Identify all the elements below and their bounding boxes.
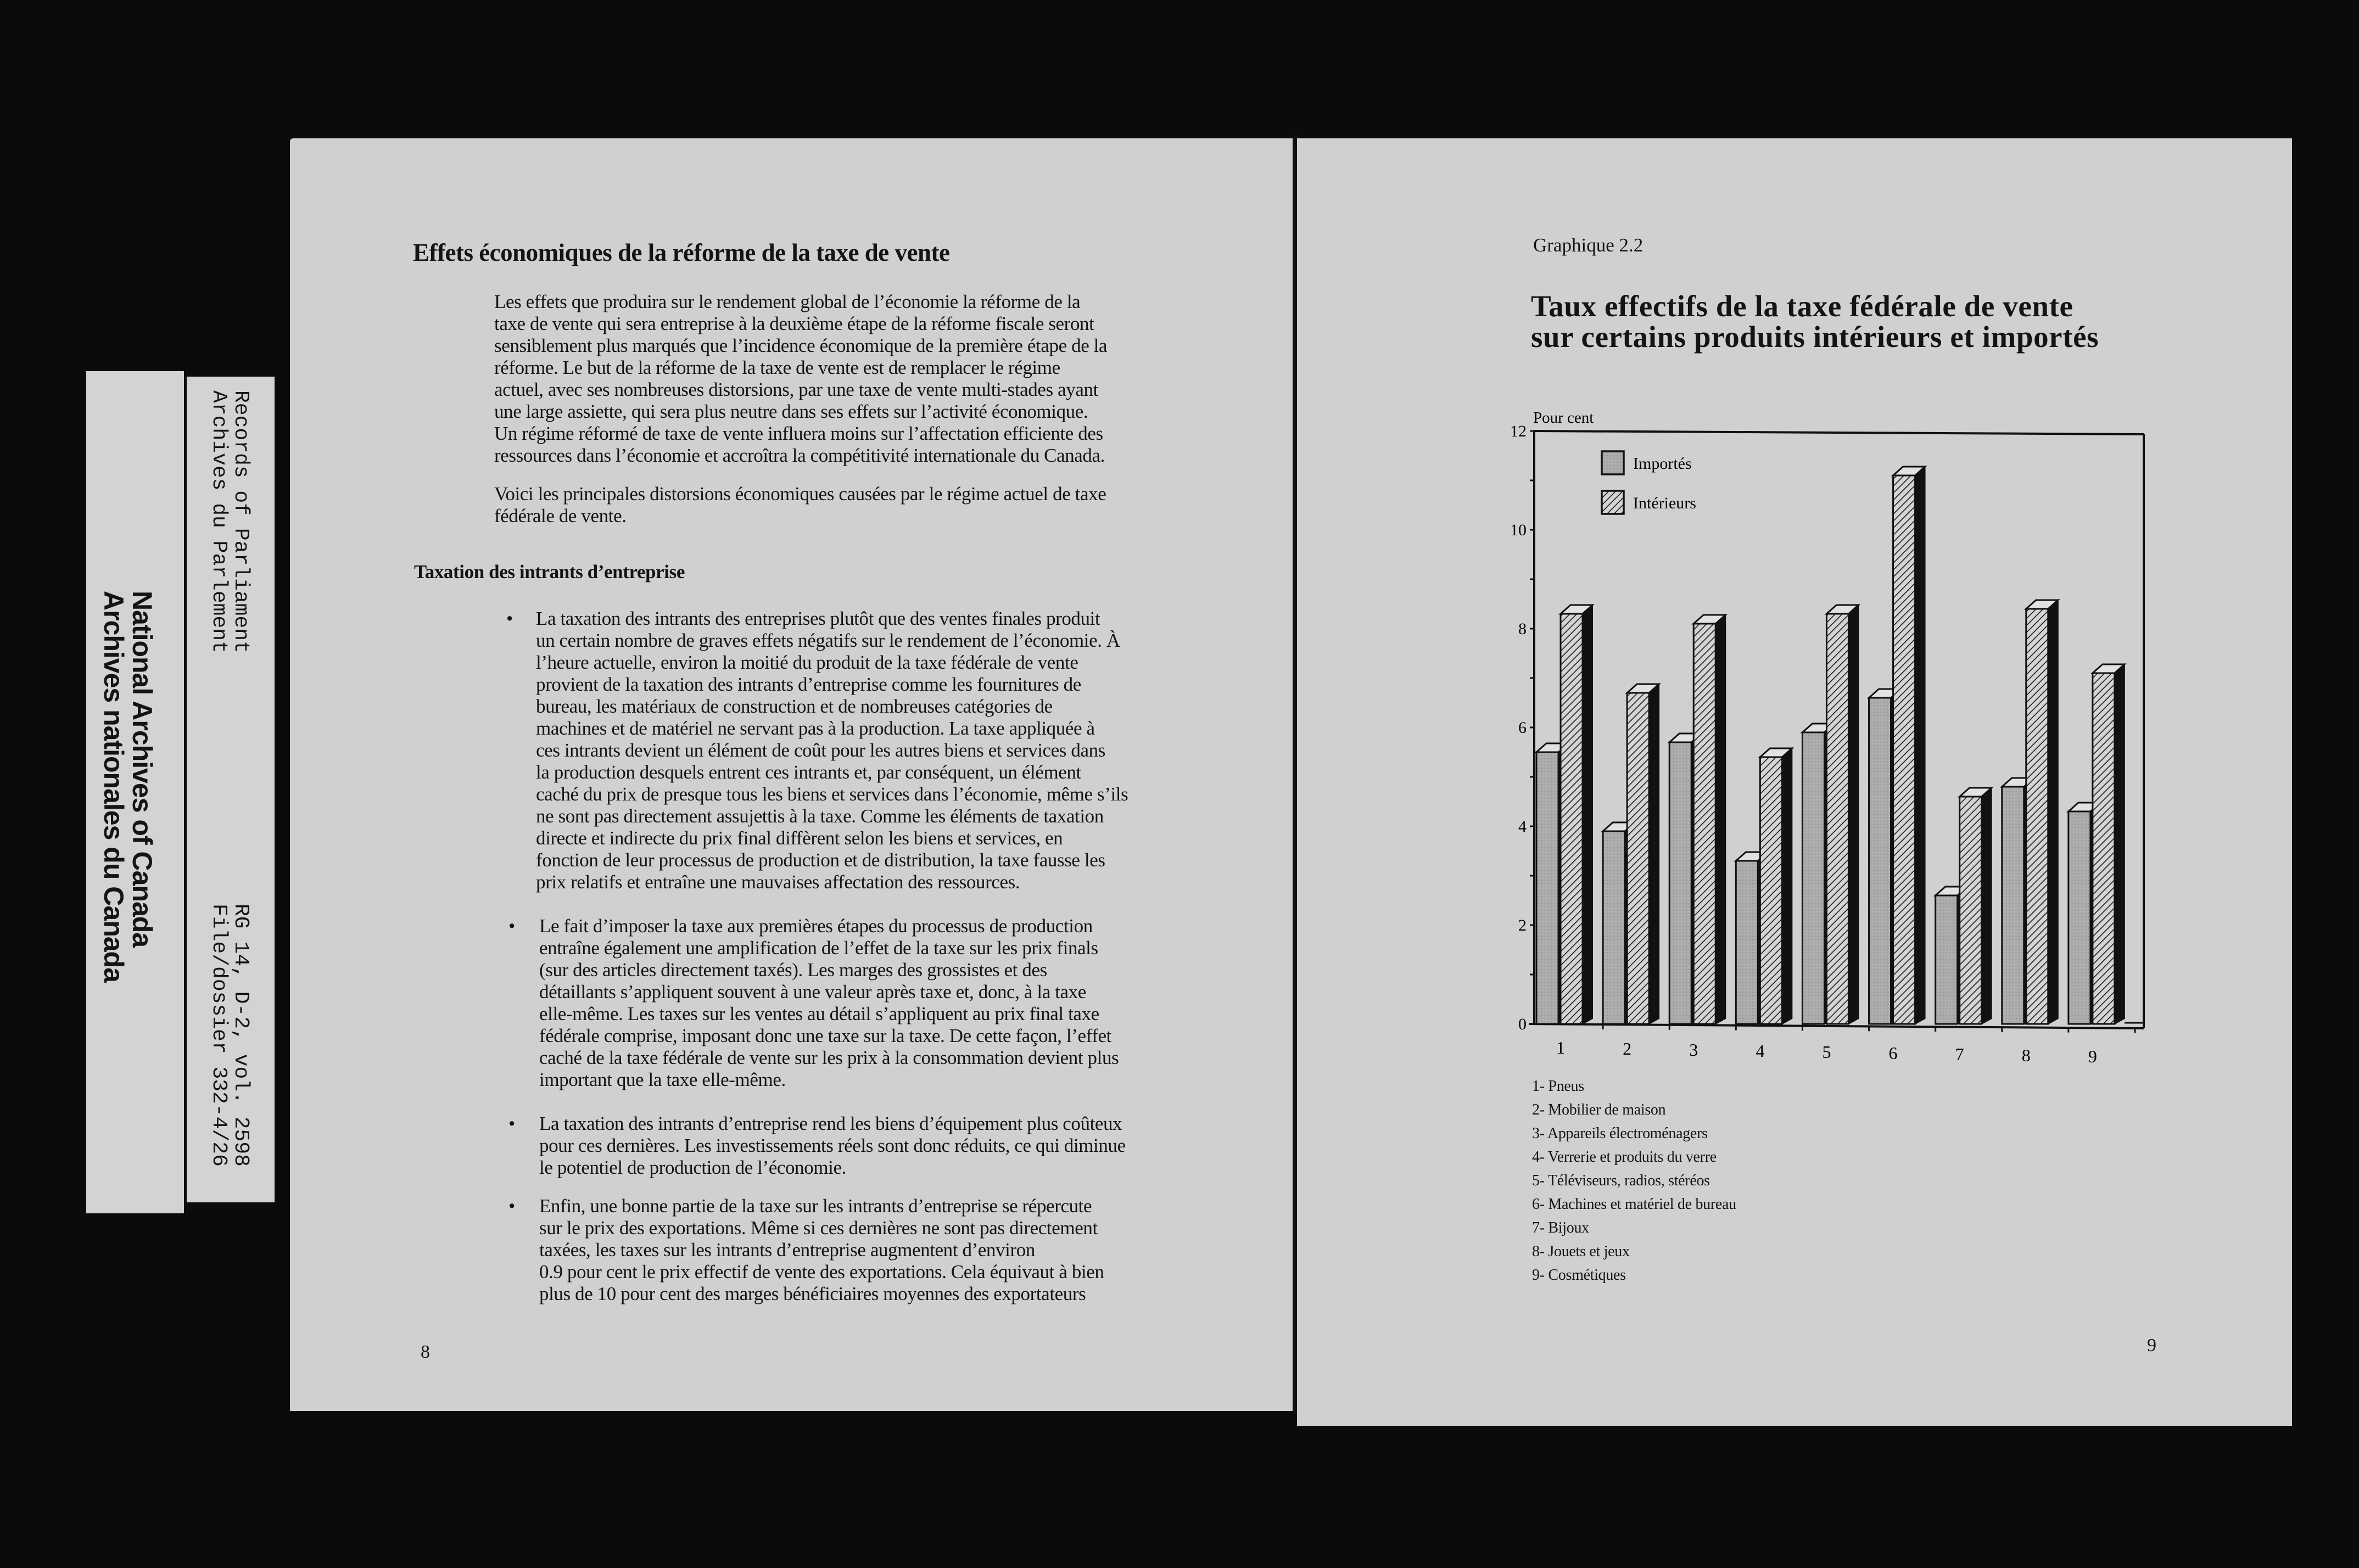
text-line: Voici les principales distorsions économiques causées par le régime actuel de taxe xyxy=(494,483,1106,505)
bar-front xyxy=(1893,475,1915,1024)
category-legend-list xyxy=(1532,1074,1736,1287)
bar-interieurs-8 xyxy=(2026,600,2058,1024)
text-line: La taxation des intrants des entreprises plutôt que des ventes finales produit xyxy=(536,608,1100,629)
text-line: sur le prix des exportations. Même si ces dernières ne sont pas directement xyxy=(539,1217,1098,1239)
reference-line-rg: RG 14, D-2, vol. 2598 xyxy=(229,904,253,1167)
bar-front xyxy=(1669,742,1691,1024)
page-number-left: 8 xyxy=(421,1342,430,1362)
text-line: réforme. Le but de la réforme de la taxe de vente est de remplacer le régime xyxy=(494,357,1060,378)
x-tick-label: 1 xyxy=(1556,1038,1565,1057)
text-line: Les effets que produira sur le rendement global de l’économie la réforme de la xyxy=(494,291,1081,312)
chart-legend xyxy=(1602,451,1696,514)
y-tick-label: 12 xyxy=(1510,422,1527,440)
bar-interieurs-9 xyxy=(2093,664,2125,1024)
bar-side xyxy=(2048,600,2058,1024)
bar-chart xyxy=(1297,138,2292,1426)
bar-side xyxy=(1649,684,1659,1024)
text-line: fonction de leur processus de production et de distribution, la taxe fausse les xyxy=(536,849,1105,871)
text-line: 8- Jouets et jeux xyxy=(1532,1243,1630,1260)
legend-swatch-interieurs xyxy=(1602,491,1624,514)
bar-front xyxy=(1826,614,1848,1024)
graph-label: Graphique 2.2 xyxy=(1533,234,1644,256)
bar-front xyxy=(1536,752,1558,1024)
text-line: ressources dans l’économie et accroîtra la compétitivité internationale du Canada. xyxy=(494,445,1105,466)
text-line: un certain nombre de graves effets négatifs sur le rendement de l’économie. À xyxy=(536,630,1120,651)
text-line: 9- Cosmétiques xyxy=(1532,1267,1626,1284)
y-tick-label: 8 xyxy=(1518,620,1527,638)
text-line: Un régime réformé de taxe de vente influera moins sur l’affectation efficiente des xyxy=(494,423,1103,444)
y-axis-label: Pour cent xyxy=(1533,409,1594,427)
bullet-icon: • xyxy=(506,608,513,629)
text-line: Enfin, une bonne partie de la taxe sur les intrants d’entreprise se répercute xyxy=(539,1195,1092,1217)
text-line: taxées, les taxes sur les intrants d’entreprise augmentent d’environ xyxy=(539,1239,1035,1261)
bar-front xyxy=(2093,673,2115,1024)
chart-title-line-1: Taux effectifs de la taxe fédérale de vente xyxy=(1531,289,2073,323)
book-gutter xyxy=(1293,135,1297,1414)
text-line: sensiblement plus marqués que l’incidence économique de la première étape de la xyxy=(494,335,1108,356)
x-tick-label: 4 xyxy=(1756,1041,1765,1061)
legend-label: Intérieurs xyxy=(1633,494,1696,512)
archive-institution-line-en: National Archives of Canada xyxy=(127,591,158,948)
bar-interieurs-1 xyxy=(1561,605,1592,1024)
y-ticks xyxy=(1510,422,1534,1033)
bar-front xyxy=(1760,757,1782,1024)
reference-line-file: File/dossier 332-4/26 xyxy=(207,904,231,1167)
text-line: Le fait d’imposer la taxe aux premières étapes du processus de production xyxy=(539,915,1093,937)
text-line: 1- Pneus xyxy=(1532,1078,1584,1095)
bar-front xyxy=(2026,609,2048,1024)
bar-side xyxy=(1915,467,1925,1024)
bar-side xyxy=(1715,615,1725,1024)
text-line: une large assiette, qui sera plus neutre dans ses effets sur l’activité économique. xyxy=(494,401,1088,422)
y-tick-label: 4 xyxy=(1518,817,1527,836)
text-line: important que la taxe elle-même. xyxy=(539,1069,786,1090)
bar-front xyxy=(1627,693,1649,1024)
bar-front xyxy=(2069,811,2090,1024)
text-line: l’heure actuelle, environ la moitié du produit de la taxe fédérale de vente xyxy=(536,652,1078,673)
text-line: fédérale de vente. xyxy=(494,505,627,527)
text-line: 0.9 pour cent le prix effectif de vente des exportations. Cela équivaut à bien xyxy=(539,1261,1104,1283)
bar-side xyxy=(1848,605,1858,1024)
text-line: bureau, les matériaux de construction et de nombreuses catégories de xyxy=(536,696,1053,717)
text-line: actuel, avec ses nombreuses distorsions, par une taxe de vente multi-stades ayant xyxy=(494,379,1098,400)
records-line-en: Records of Parliament xyxy=(229,390,253,653)
subheading: Taxation des intrants d’entreprise xyxy=(414,561,685,583)
text-line: 6- Machines et matériel de bureau xyxy=(1532,1196,1736,1213)
text-line: détaillants s’appliquent souvent à une valeur après taxe et, donc, à la taxe xyxy=(539,981,1086,1003)
bar-front xyxy=(1960,797,1982,1024)
text-line: le potentiel de production de l’économie. xyxy=(539,1157,846,1178)
y-tick-label: 2 xyxy=(1518,916,1527,934)
text-line: 7- Bijoux xyxy=(1532,1219,1589,1236)
bar-front xyxy=(2002,787,2024,1024)
x-tick-label: 6 xyxy=(1888,1043,1898,1063)
x-tick-label: 3 xyxy=(1689,1040,1698,1060)
text-line: caché du prix de presque tous les biens et services dans l’économie, même s’ils xyxy=(536,783,1128,805)
plot-top-border xyxy=(1534,431,2144,434)
x-tick-label: 9 xyxy=(2088,1046,2097,1066)
bar-interieurs-5 xyxy=(1826,605,1858,1024)
bar-front xyxy=(1736,861,1758,1024)
text-line: 4- Verrerie et produits du verre xyxy=(1532,1149,1717,1166)
text-line: caché de la taxe fédérale de vente sur les prix à la consommation devient plus xyxy=(539,1047,1119,1068)
bar-interieurs-2 xyxy=(1627,684,1659,1024)
bar-front xyxy=(1869,698,1891,1024)
x-tick-label: 2 xyxy=(1623,1039,1632,1059)
text-line: ne sont pas directement assujettis à la taxe. Comme les éléments de taxation xyxy=(536,805,1104,827)
x-ticks xyxy=(1556,1024,2135,1066)
text-line: provient de la taxation des intrants d’entreprise comme les fournitures de xyxy=(536,674,1081,695)
bar-side xyxy=(2115,664,2125,1024)
bullet-icon: • xyxy=(508,915,516,937)
y-tick-label: 10 xyxy=(1510,521,1527,539)
text-line: 2- Mobilier de maison xyxy=(1532,1101,1666,1118)
text-line: (sur des articles directement taxés). Les marges des grossistes et des xyxy=(539,959,1047,981)
archive-institution-label xyxy=(86,371,184,1213)
text-line: prix relatifs et entraîne une mauvaises affectation des ressources. xyxy=(536,871,1020,893)
text-line: machines et de matériel ne servant pas à la production. La taxe appliquée à xyxy=(536,718,1095,739)
bar-front xyxy=(1693,624,1715,1024)
chart-bars xyxy=(1536,467,2125,1024)
legend-label: Importés xyxy=(1633,455,1692,473)
bar-side xyxy=(1782,748,1792,1024)
text-line: directe et indirecte du prix final diffèrent selon les biens et services, en xyxy=(536,827,1063,849)
bullet-icon: • xyxy=(508,1113,516,1134)
legend-swatch-importes xyxy=(1602,451,1624,474)
bar-front xyxy=(1802,732,1824,1024)
bar-interieurs-7 xyxy=(1960,788,1992,1024)
text-line: plus de 10 pour cent des marges bénéficiaires moyennes des exportateurs xyxy=(539,1283,1086,1304)
x-tick-label: 5 xyxy=(1822,1042,1831,1062)
text-line: pour ces dernières. Les investissements réels sont donc réduits, ce qui diminue xyxy=(539,1135,1126,1156)
text-line: taxe de vente qui sera entreprise à la deuxième étape de la réforme fiscale seront xyxy=(494,313,1094,334)
bar-front xyxy=(1603,831,1625,1024)
text-line: ces intrants devient un élément de coût pour les autres biens et services dans xyxy=(536,740,1105,761)
x-tick-label: 7 xyxy=(1955,1044,1964,1064)
text-line: 3- Appareils électroménagers xyxy=(1532,1125,1708,1142)
text-line: 5- Téléviseurs, radios, stéréos xyxy=(1532,1172,1710,1189)
intro-paragraph xyxy=(494,291,1107,467)
bar-interieurs-4 xyxy=(1760,748,1792,1024)
second-paragraph xyxy=(494,483,1106,527)
text-line: La taxation des intrants d’entreprise rend les biens d’équipement plus coûteux xyxy=(539,1113,1122,1134)
bar-interieurs-6 xyxy=(1893,467,1925,1024)
page-left xyxy=(290,138,1293,1411)
page-right xyxy=(1297,138,2292,1426)
bar-front xyxy=(1936,895,1958,1024)
chart-title-line-2: sur certains produits intérieurs et importés xyxy=(1531,320,2099,354)
y-tick-label: 0 xyxy=(1518,1015,1527,1033)
y-tick-label: 6 xyxy=(1518,719,1527,737)
bar-side xyxy=(1583,605,1592,1024)
text-line: la production desquels entrent ces intrants et, par conséquent, un élément xyxy=(536,761,1081,783)
text-line: fédérale comprise, imposant donc une taxe sur la taxe. De cette façon, l’effet xyxy=(539,1025,1111,1046)
archive-reference-label xyxy=(187,377,275,1202)
text-line: entraîne également une amplification de l’effet de la taxe sur les prix finals xyxy=(539,937,1098,959)
section-heading: Effets économiques de la réforme de la taxe de vente xyxy=(413,239,950,266)
text-line: elle-même. Les taxes sur les ventes au détail s’appliquent au prix final taxe xyxy=(539,1003,1099,1024)
bar-side xyxy=(1982,788,1992,1024)
bullet-icon: • xyxy=(508,1195,516,1217)
x-tick-label: 8 xyxy=(2021,1045,2031,1065)
bar-interieurs-3 xyxy=(1693,615,1725,1024)
page-number-right: 9 xyxy=(2147,1335,2156,1356)
records-line-fr: Archives du Parlement xyxy=(207,390,231,653)
bar-front xyxy=(1561,614,1583,1024)
archive-institution-line-fr: Archives nationales du Canada xyxy=(98,591,129,982)
